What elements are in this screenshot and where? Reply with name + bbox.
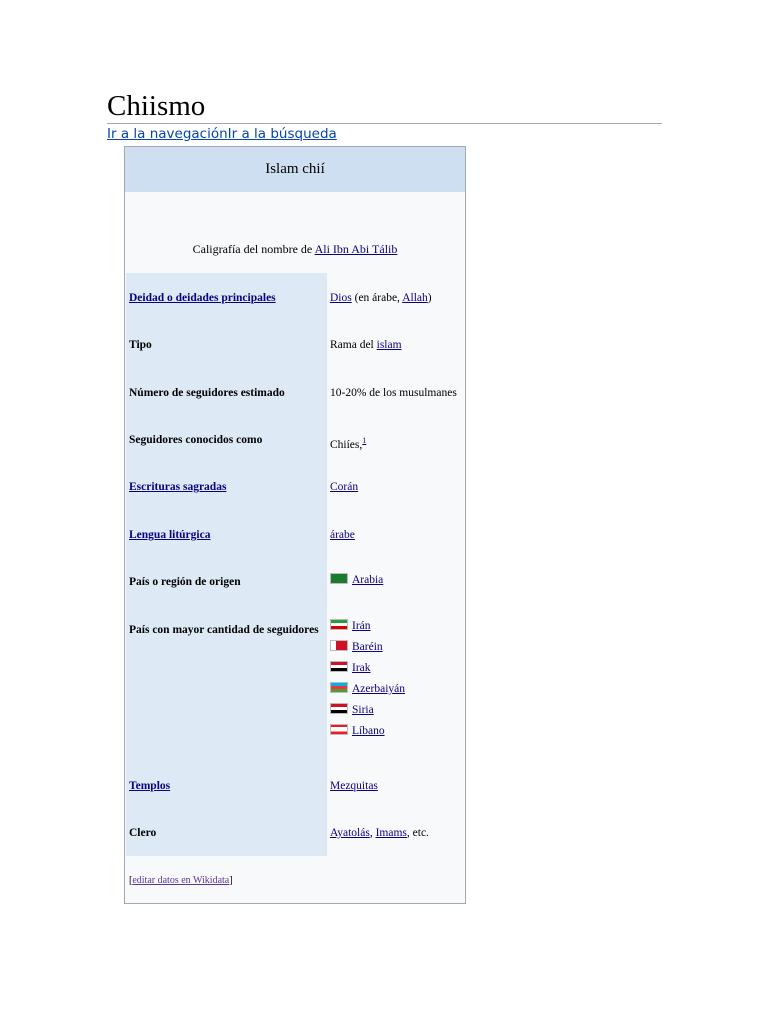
arabe-link[interactable]: árabe <box>330 529 355 541</box>
chiies-text: Chiíes, <box>330 438 363 451</box>
edit-wikidata-link[interactable]: editar datos en Wikidata <box>132 875 230 886</box>
imams-link[interactable]: Imams <box>375 827 407 839</box>
iraq-flag-icon <box>330 661 348 672</box>
temples-label-link[interactable]: Templos <box>129 780 171 792</box>
row-value-followers-count: 10-20% de los musulmanes <box>330 387 457 399</box>
country-item-libano <box>330 721 405 742</box>
caption-link-ali[interactable]: Ali Ibn Abi Tálib <box>314 242 398 256</box>
row-label-most-followers: País con mayor cantidad de seguidores <box>129 624 319 636</box>
jump-links <box>107 126 337 142</box>
saudi-flag-icon <box>330 573 348 584</box>
page-title: Chiismo <box>107 90 206 122</box>
bahrain-flag-icon <box>330 640 348 651</box>
deity-text: (en árabe, <box>351 292 403 304</box>
language-label-link[interactable]: Lengua litúrgica <box>129 529 211 541</box>
row-label-language <box>129 525 319 546</box>
row-label-type: Tipo <box>129 339 152 351</box>
azerbaijan-flag-icon <box>330 682 348 693</box>
country-item-siria <box>330 700 405 721</box>
islam-link[interactable]: islam <box>376 339 402 351</box>
reference-1-link[interactable]: 1 <box>362 436 367 445</box>
row-value-language <box>330 525 355 546</box>
row-label-followers-known: Seguidores conocidos como <box>129 434 263 446</box>
azerbaiyan-link[interactable]: Azerbaiyán <box>352 683 405 695</box>
row-label-temples <box>129 776 319 797</box>
row-value-clergy <box>330 823 429 844</box>
row-value-origin <box>330 570 383 591</box>
row-label-deity <box>129 288 319 309</box>
ayatolas-link[interactable]: Ayatolás <box>330 827 370 839</box>
country-item-azerbaiyan <box>330 679 405 700</box>
syria-flag-icon <box>330 703 348 714</box>
allah-link[interactable]: Allah <box>402 292 428 304</box>
image-caption <box>125 242 465 257</box>
title-divider <box>107 123 662 124</box>
row-value-type <box>330 335 402 356</box>
scriptures-label-link[interactable]: Escrituras sagradas <box>129 481 227 493</box>
row-label-followers-count: Número de seguidores estimado <box>129 387 285 399</box>
row-value-deity <box>330 288 432 309</box>
country-item-barein <box>330 637 405 658</box>
caption-text: Caligrafía del nombre de <box>192 242 315 256</box>
country-item-iran <box>330 616 405 637</box>
irak-link[interactable]: Irak <box>352 662 371 674</box>
row-label-origin: País o región de origen <box>129 576 241 588</box>
label-column <box>126 273 327 856</box>
iran-link[interactable]: Irán <box>352 620 371 632</box>
country-item-irak <box>330 658 405 679</box>
type-text: Rama del <box>330 339 377 351</box>
clergy-sep: , <box>369 827 376 839</box>
coran-link[interactable]: Corán <box>330 481 359 493</box>
arabia-link[interactable]: Arabia <box>352 574 384 586</box>
deity-label-link[interactable]: Deidad o deidades principales <box>129 292 276 304</box>
lebanon-flag-icon <box>330 724 348 735</box>
mezquitas-link[interactable]: Mezquitas <box>330 780 378 792</box>
siria-link[interactable]: Siria <box>352 704 374 716</box>
footer-bracket-close: ] <box>229 875 233 886</box>
deity-close: ) <box>427 292 432 304</box>
row-label-scriptures <box>129 477 319 498</box>
jump-to-navigation-link[interactable]: Ir a la navegación <box>107 126 228 142</box>
row-value-temples <box>330 776 378 797</box>
row-label-clergy: Clero <box>129 827 157 839</box>
iran-flag-icon <box>330 619 348 630</box>
clergy-etc: , etc. <box>406 827 429 839</box>
footer-bracket-open: [ <box>129 875 133 886</box>
row-value-followers-known <box>330 430 366 456</box>
wikidata-footer <box>129 875 233 886</box>
jump-to-search-link[interactable]: Ir a la búsqueda <box>227 126 337 142</box>
row-value-scriptures <box>330 477 358 498</box>
barein-link[interactable]: Baréin <box>352 641 383 653</box>
libano-link[interactable]: Líbano <box>352 725 385 737</box>
row-value-most-followers <box>330 616 405 742</box>
dios-link[interactable]: Dios <box>330 292 352 304</box>
infobox-header: Islam chií <box>125 147 465 192</box>
infobox <box>124 146 466 904</box>
